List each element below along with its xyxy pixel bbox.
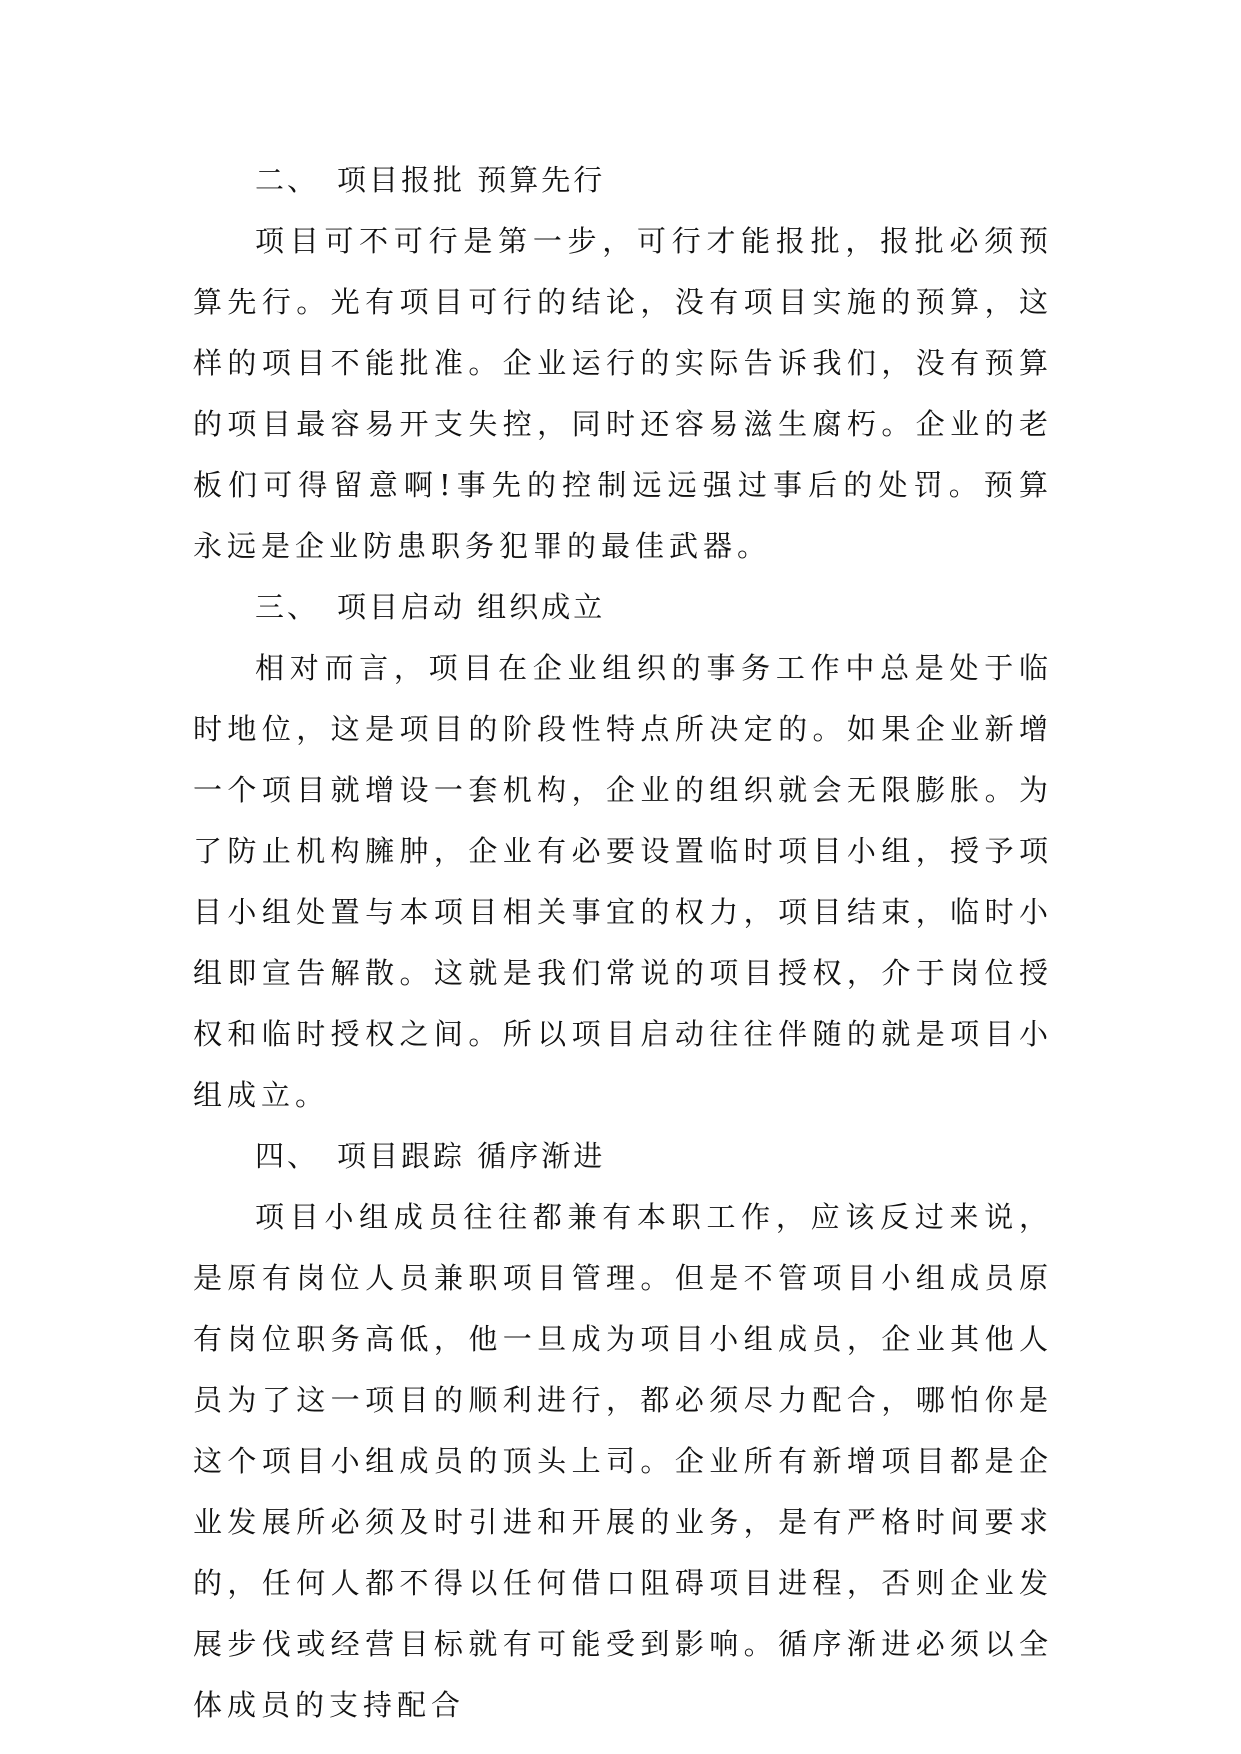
section-paragraph-4: 项目小组成员往往都兼有本职工作，应该反过来说，是原有岗位人员兼职项目管理。但是不管项目小组成员原有岗位职务高低，他一旦成为项目小组成员，企业其他人员为了这一项目的顺利进行，都必须尽力配合，哪怕你是这个项目小组成员的顶头上司。企业所有新增项目都是企业发展所必须及时引进和开展的业务，是有严格时间要求的，任何人都不得以任何借口阻碍项目进程，否则企业发展步伐或经营目标就有可能受到影响。循序渐进必须以全体成员的支持配合 — [193, 1200, 1053, 1722]
section-heading-3 — [193, 577, 1053, 638]
section-number: 二、 — [255, 163, 320, 197]
section-number: 四、 — [255, 1139, 320, 1173]
section-paragraph-2: 项目可不可行是第一步，可行才能报批，报批必须预算先行。光有项目可行的结论，没有项目实施的预算，这样的项目不能批准。企业运行的实际告诉我们，没有预算的项目最容易开支失控，同时还容易滋生腐朽。企业的老板们可得留意啊!事先的控制远远强过事后的处罚。预算永远是企业防患职务犯罪的最佳武器。 — [193, 224, 1053, 563]
section-paragraph-3: 相对而言，项目在企业组织的事务工作中总是处于临时地位，这是项目的阶段性特点所决定的。如果企业新增一个项目就增设一套机构，企业的组织就会无限膨胀。为了防止机构臃肿，企业有必要设置临时项目小组，授予项目小组处置与本项目相关事宜的权力，项目结束，临时小组即宣告解散。这就是我们常说的项目授权，介于岗位授权和临时授权之间。所以项目启动往往伴随的就是项目小组成立。 — [193, 651, 1053, 1112]
section-title: 项目跟踪 循序渐进 — [337, 1139, 606, 1173]
document-page — [193, 150, 1053, 1736]
section-number: 三、 — [255, 590, 320, 624]
section-title: 项目启动 组织成立 — [337, 590, 606, 624]
section-heading-4 — [193, 1126, 1053, 1187]
section-title: 项目报批 预算先行 — [337, 163, 606, 197]
section-heading-2 — [193, 150, 1053, 211]
